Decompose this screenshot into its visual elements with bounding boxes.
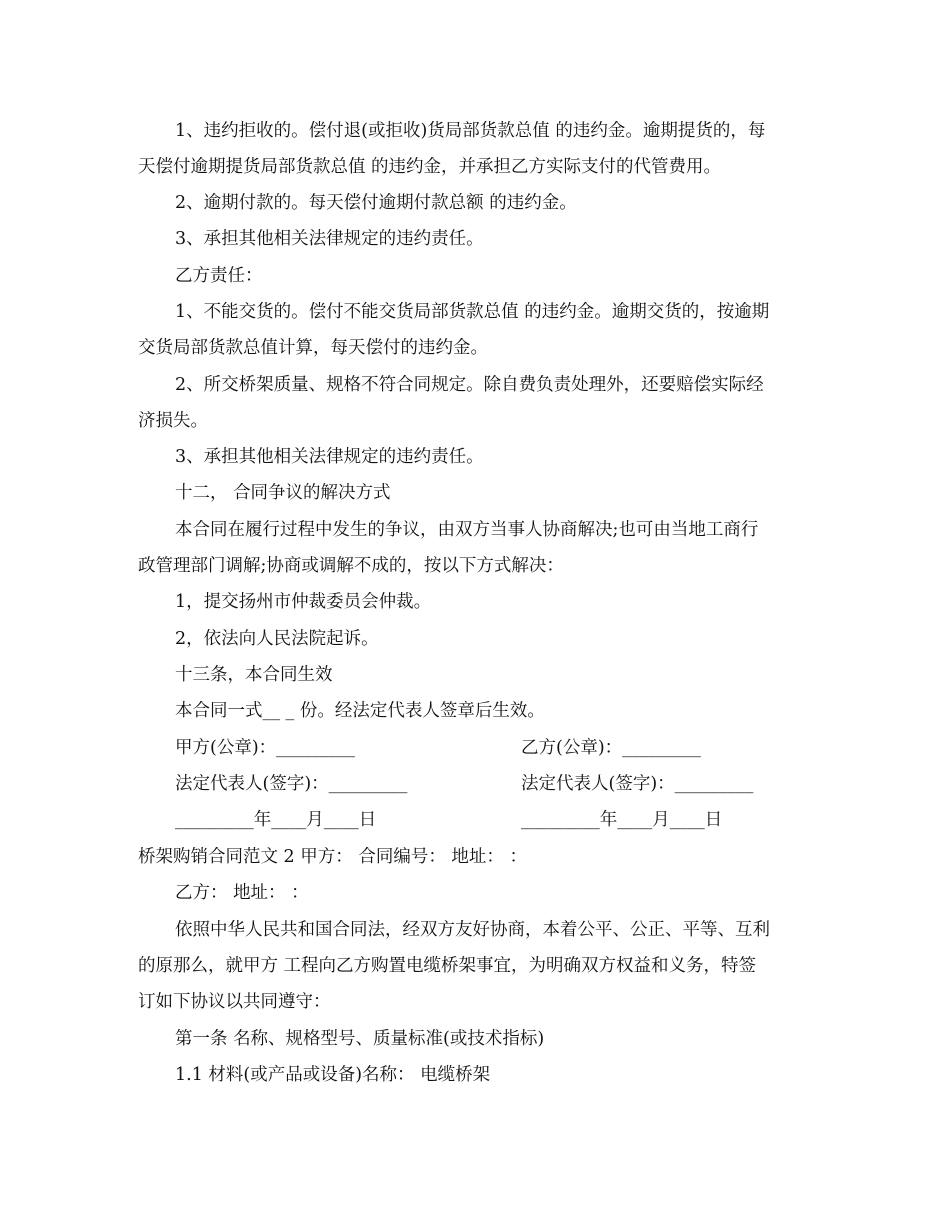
paragraph-line — [0, 333, 950, 363]
paragraph-line — [0, 188, 950, 218]
section-heading — [0, 1024, 950, 1054]
line-text: 桥架购销合同范文 2 甲方： 合同编号： 地址： ： — [138, 847, 527, 867]
paragraph-line — [0, 915, 950, 945]
line-text: 订如下协议以共同遵守： — [138, 992, 331, 1012]
line-text: 乙方： 地址： ： — [175, 883, 309, 903]
party-b-seal: 乙方(公章)：_________ — [521, 738, 701, 758]
signature-row — [0, 733, 950, 763]
party-b-date: _________年____月____日 — [521, 810, 723, 830]
party-a-date: _________年____月____日 — [175, 810, 377, 830]
line-text: 的原那么，就甲方 工程向乙方购置电缆桥架事宜，为明确双方权益和义务，特签 — [138, 956, 757, 976]
section-heading — [0, 660, 950, 690]
line-text: 1.1 材料(或产品或设备)名称： 电缆桥架 — [175, 1065, 491, 1085]
party-a-representative: 法定代表人(签字)：_________ — [175, 774, 408, 794]
line-text: 依照中华人民共和国合同法，经双方友好协商，本着公平、公正、平等、互利 — [175, 920, 770, 940]
paragraph-line — [0, 696, 950, 726]
line-text: 2，依法向人民法院起诉。 — [175, 629, 379, 649]
line-text: 十二， 合同争议的解决方式 — [175, 483, 391, 503]
line-text: 1、违约拒收的。偿付退(或拒收)货局部货款总值 的违约金。逾期提货的，每 — [175, 121, 766, 141]
line-text: 天偿付逾期提货局部货款总值 的违约金，并承担乙方实际支付的代管费用。 — [138, 157, 722, 177]
line-text: 第一条 名称、规格型号、质量标准(或技术指标) — [175, 1029, 545, 1049]
line-text: 本合同一式__ _ 份。经法定代表人签章后生效。 — [175, 701, 545, 721]
line-text: 2、所交桥架质量、规格不符合同规定。除自费负责处理外，还要赔偿实际经 — [175, 375, 764, 395]
line-text: 2、逾期付款的。每天偿付逾期付款总额 的违约金。 — [175, 193, 577, 213]
line-text: 3、承担其他相关法律规定的违约责任。 — [175, 447, 484, 467]
paragraph-line — [0, 551, 950, 581]
line-text: 乙方责任： — [175, 266, 263, 286]
line-text: 本合同在履行过程中发生的争议，由双方当事人协商解决;也可由当地工商行 — [175, 520, 759, 540]
paragraph-line — [0, 152, 950, 182]
line-text: 济损失。 — [138, 411, 208, 431]
line-text: 1，提交扬州市仲裁委员会仲裁。 — [175, 592, 432, 612]
party-a-seal: 甲方(公章)：_________ — [175, 738, 355, 758]
paragraph-line — [0, 951, 950, 981]
paragraph-line — [0, 224, 950, 254]
section-heading — [0, 478, 950, 508]
paragraph-line — [0, 878, 950, 908]
paragraph-line — [0, 297, 950, 327]
line-text: 十三条，本合同生效 — [175, 665, 333, 685]
line-text: 3、承担其他相关法律规定的违约责任。 — [175, 229, 484, 249]
paragraph-line — [0, 587, 950, 617]
section-heading — [0, 261, 950, 291]
line-text: 交货局部货款总值计算，每天偿付的违约金。 — [138, 338, 488, 358]
paragraph-line — [0, 116, 950, 146]
paragraph-line — [0, 406, 950, 436]
paragraph-line — [0, 370, 950, 400]
signature-row — [0, 769, 950, 799]
paragraph-line — [0, 515, 950, 545]
signature-row — [0, 805, 950, 835]
line-text: 1、不能交货的。偿付不能交货局部货款总值 的违约金。逾期交货的，按逾期 — [175, 302, 770, 322]
paragraph-line — [0, 987, 950, 1017]
document-title-line — [0, 842, 950, 872]
paragraph-line — [0, 442, 950, 472]
paragraph-line — [0, 1060, 950, 1090]
line-text: 政管理部门调解;协商或调解不成的，按以下方式解决： — [138, 556, 564, 576]
party-b-representative: 法定代表人(签字)：_________ — [521, 774, 754, 794]
paragraph-line — [0, 624, 950, 654]
